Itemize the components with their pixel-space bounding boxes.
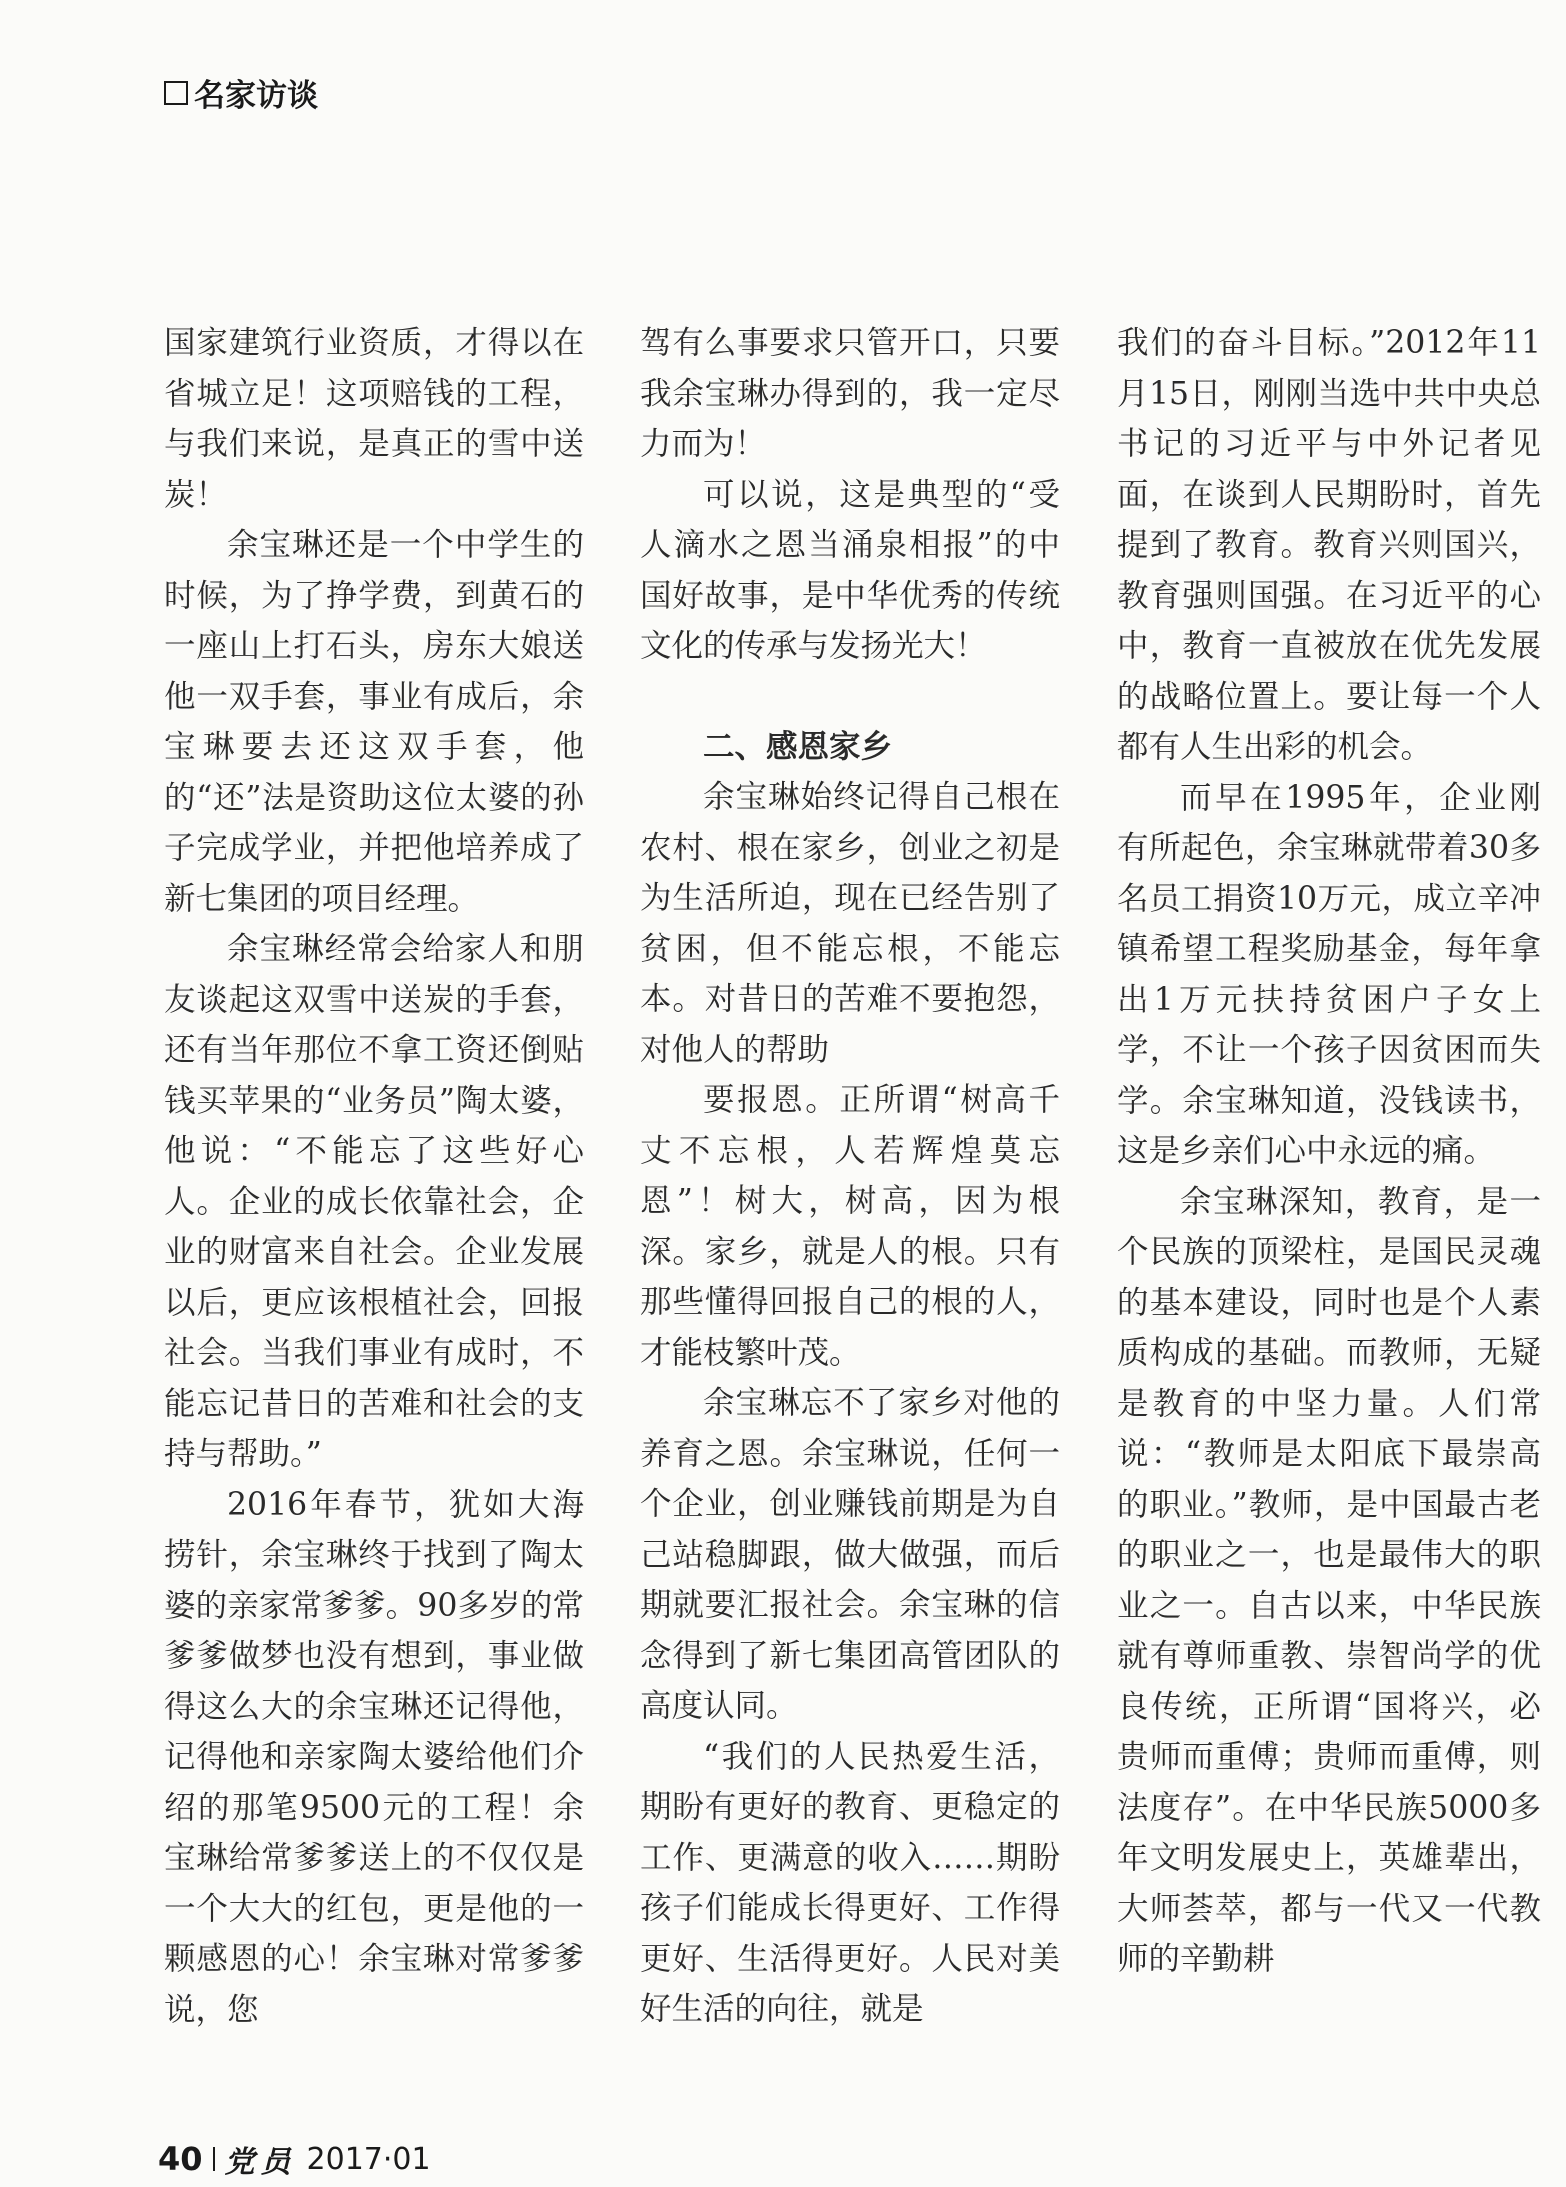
footer-divider xyxy=(213,2147,215,2171)
article-paragraph: 可以说，这是典型的“受人滴水之恩当涌泉相报”的中国好故事，是中华优秀的传统文化的传承与发扬光大！ xyxy=(640,476,1060,664)
article-paragraph: 余宝琳始终记得自己根在农村、根在家乡，创业之初是为生活所迫，现在已经告别了贫困，但不能忘根，不能忘本。对昔日的苦难不要抱怨，对他人的帮助 xyxy=(640,779,1060,1068)
section-label-text: 名家访谈 xyxy=(194,78,318,114)
article-column-3 xyxy=(1117,318,1541,1985)
article-paragraph: 余宝琳深知，教育，是一个民族的顶梁柱，是国民灵魂的基本建设，同时也是个人素质构成的基础。而教师，无疑是教育的中坚力量。人们常说：“教师是太阳底下最崇高的职业。”教师，是中国最古老的职业之一，也是最伟大的职业之一。自古以来，中华民族就有尊师重教、崇智尚学的优良传统，正所谓“国将兴，必贵师而重傅；贵师而重傅，则法度存”。在中华民族5000多年文明发展史上，英雄辈出，大师荟萃，都与一代又一代教师的辛勤耕 xyxy=(1117,1183,1541,1977)
section-label xyxy=(164,70,318,115)
article-column-2 xyxy=(640,318,1060,2035)
article-paragraph: 余宝琳经常会给家人和朋友谈起这双雪中送炭的手套，还有当年那位不拿工资还倒贴钱买苹果的“业务员”陶太婆，他说：“不能忘了这些好心人。企业的成长依靠社会，企业的财富来自社会。企业发展以后，更应该根植社会，回报社会。当我们事业有成时，不能忘记昔日的苦难和社会的支持与帮助。” xyxy=(164,931,584,1472)
page-number: 40 xyxy=(158,2140,203,2178)
page-footer xyxy=(158,2137,431,2181)
article-paragraph: 而早在1995年，企业刚有所起色，余宝琳就带着30多名员工捐资10万元，成立辛冲镇希望工程奖励基金，每年拿出1万元扶持贫困户子女上学，不让一个孩子因贫困而失学。余宝琳知道，没钱读书，这是乡亲们心中永远的痛。 xyxy=(1117,779,1541,1169)
issue-date: 2017·01 xyxy=(306,2141,431,2177)
article-column-1 xyxy=(164,318,584,2035)
article-paragraph: 2016年春节，犹如大海捞针，余宝琳终于找到了陶太婆的亲家常爹爹。90多岁的常爹爹做梦也没有想到，事业做得这么大的余宝琳还记得他，记得他和亲家陶太婆给他们介绍的那笔9500元的工程！余宝琳给常爹爹送上的不仅仅是一个大大的红包，更是他的一颗感恩的心！余宝琳对常爹爹说，您 xyxy=(164,1486,584,2028)
section-heading: 二、感恩家乡 xyxy=(703,728,893,765)
article-paragraph: 驾有么事要求只管开口，只要我余宝琳办得到的，我一定尽力而为！ xyxy=(640,325,1060,462)
section-box-icon xyxy=(164,81,188,105)
article-paragraph: 余宝琳忘不了家乡对他的养育之恩。余宝琳说，任何一个企业，创业赚钱前期是为自己站稳脚跟，做大做强，而后期就要汇报社会。余宝琳的信念得到了新七集团高管团队的高度认同。 xyxy=(640,1385,1060,1724)
article-paragraph: “我们的人民热爱生活，期盼有更好的教育、更稳定的工作、更满意的收入……期盼孩子们能成长得更好、工作得更好、生活得更好。人民对美好生活的向往，就是 xyxy=(640,1738,1060,2027)
article-paragraph: 要报恩。正所谓“树高千丈不忘根，人若辉煌莫忘恩”！树大，树高，因为根深。家乡，就是人的根。只有那些懂得回报自己的根的人，才能枝繁叶茂。 xyxy=(640,1082,1060,1371)
article-paragraph: 余宝琳还是一个中学生的时候，为了挣学费，到黄石的一座山上打石头，房东大娘送他一双手套，事业有成后，余宝琳要去还这双手套，他的“还”法是资助这位太婆的孙子完成学业，并把他培养成了新七集团的项目经理。 xyxy=(164,527,584,917)
magazine-name: 党员 xyxy=(224,2145,297,2180)
article-paragraph: 国家建筑行业资质，才得以在省城立足！这项赔钱的工程，与我们来说，是真正的雪中送炭！ xyxy=(164,325,584,513)
article-paragraph: 我们的奋斗目标。”2012年11月15日，刚刚当选中共中央总书记的习近平与中外记者见面，在谈到人民期盼时，首先提到了教育。教育兴则国兴，教育强则国强。在习近平的心中，教育一直被放在优先发展的战略位置上。要让每一个人都有人生出彩的机会。 xyxy=(1117,325,1541,765)
